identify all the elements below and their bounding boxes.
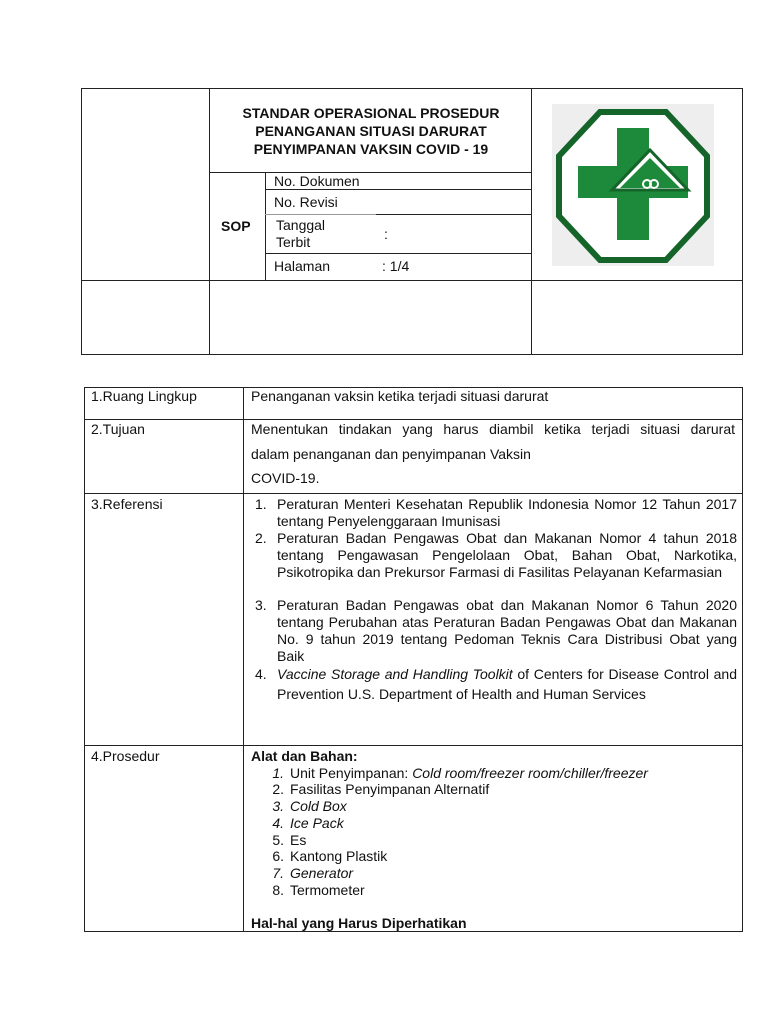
title-line: PENANGANAN SITUASI DARURAT [255, 123, 487, 139]
list-item [262, 815, 344, 832]
field-label-no-dokumen: No. Dokumen [274, 173, 360, 189]
field-label-halaman: Halaman [274, 258, 331, 274]
text: Es [290, 832, 307, 848]
border [84, 493, 743, 494]
border [81, 354, 743, 355]
prosedur-heading: Alat dan Bahan: [251, 748, 358, 764]
italic-text: Cold room/freezer room/chiller/freezer [412, 765, 648, 781]
list-item [262, 882, 365, 899]
sop-label: SOP [221, 218, 251, 234]
section-text-tujuan: Menentukan tindakan yang harus diambil ketika terjadi situasi darurat [251, 421, 735, 437]
border [742, 387, 743, 932]
list-item [262, 832, 306, 849]
list-text: Peraturan Badan Pengawas obat dan Makanan Nomor 6 Tahun 2020 tentang Perubahan atas Peraturan Badan Pengawas Obat dan Makanan No. 9 tahun 2019 tentang Pedoman Teknis Cara Distribusi Obat yang Baik [277, 597, 737, 664]
italic-text: Vaccine Storage and Handling Toolkit [277, 666, 513, 682]
border [243, 387, 244, 932]
list-item [262, 781, 489, 798]
border [84, 387, 85, 932]
section-label-tujuan: 2.Tujuan [91, 421, 145, 437]
field-label-tanggal: Tanggal [276, 217, 326, 233]
border [209, 172, 532, 173]
border [81, 280, 743, 281]
italic-text: Ice Pack [290, 815, 344, 831]
list-text [277, 664, 737, 704]
section-label-referensi: 3.Referensi [91, 496, 163, 512]
title-line: STANDAR OPERASIONAL PROSEDUR [242, 105, 500, 121]
list-number: 4. [255, 666, 267, 682]
list-text: Peraturan Menteri Kesehatan Republik Indonesia Nomor 12 Tahun 2017 tentang Penyelenggaraan Imunisasi [277, 496, 737, 529]
border [265, 214, 376, 215]
list-item [262, 848, 387, 865]
italic-text: Generator [290, 865, 354, 881]
border [376, 214, 532, 215]
list-number: 4. [272, 815, 284, 831]
list-number: 8. [272, 882, 284, 898]
section-text-tujuan: COVID-19. [251, 470, 320, 486]
list-number: 2. [272, 781, 284, 797]
field-label-no-revisi: No. Revisi [274, 194, 338, 210]
puskesmas-logo-icon [552, 104, 714, 266]
border [81, 88, 743, 89]
list-number: 1. [255, 496, 267, 512]
list-number: 7. [272, 865, 284, 881]
field-value-tanggal: : [384, 226, 388, 242]
section-text-tujuan: dalam penanganan dan penyimpanan Vaksin [251, 446, 531, 462]
section-label-prosedur: 4.Prosedur [91, 748, 160, 764]
list-item [262, 798, 347, 815]
text: Unit Penyimpanan: [290, 765, 413, 781]
border [84, 745, 743, 746]
text: Termometer [290, 882, 365, 898]
list-number: 5. [272, 832, 284, 848]
section-text-ruang-lingkup: Penanganan vaksin ketika terjadi situasi darurat [251, 388, 549, 404]
list-number: 2. [255, 530, 267, 546]
border [742, 88, 743, 355]
italic-text: Cold Box [290, 798, 347, 814]
section-label-ruang-lingkup: 1.Ruang Lingkup [91, 388, 197, 404]
title-line: PENYIMPANAN VAKSIN COVID - 19 [253, 141, 489, 157]
list-text: Peraturan Badan Pengawas Obat dan Makanan Nomor 4 tahun 2018 tentang Pengawasan Pengelolaan Obat, Bahan Obat, Narkotika, Psikotropika dan Prekursor Farmasi di Fasilitas Pelayanan Kefarmasian [277, 530, 737, 580]
list-number: 3. [255, 597, 267, 613]
text: of Centers for Disease Control and Prevention U.S. Department of Health and Human Services [277, 666, 737, 702]
list-number: 6. [272, 848, 284, 864]
text: Kantong Plastik [290, 848, 388, 864]
border [265, 253, 532, 254]
list-number: 3. [272, 798, 284, 814]
field-value-halaman: : 1/4 [382, 258, 410, 274]
document-title [210, 104, 532, 158]
list-item [262, 765, 648, 782]
border [81, 88, 82, 355]
list-number: 1. [272, 765, 284, 781]
prosedur-subheading: Hal-hal yang Harus Diperhatikan [251, 915, 467, 931]
list-item [262, 865, 353, 882]
border [84, 419, 743, 420]
text: Fasilitas Penyimpanan Alternatif [290, 781, 490, 797]
field-label-terbit: Terbit [276, 234, 311, 250]
